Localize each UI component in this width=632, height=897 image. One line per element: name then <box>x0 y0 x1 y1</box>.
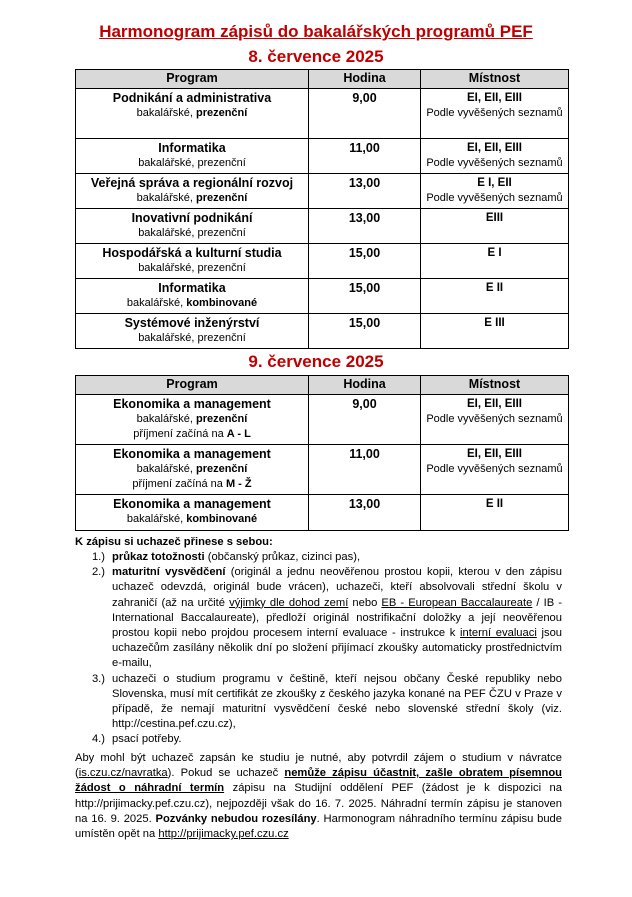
hour-value: 13,00 <box>348 211 381 225</box>
room-value: EI, EII, EIII <box>467 448 522 460</box>
program-cell <box>76 244 309 279</box>
closing-text: Aby mohl být uchazeč zapsán ke studiu je nutné, aby potvrdil zájem o studium v návratce ( <box>75 752 562 780</box>
closing-text: zápisu na Studijní oddělení PEF (žádost je k dispozici na http://prijimacky.pef.czu.cz), nejpozději však do 16. 7. 2025. Náhradní termín zápisu je stanoven na 16. 9. 2025. <box>75 782 562 825</box>
surname-prefix: příjmení začíná na <box>132 478 226 490</box>
header-room: Místnost <box>421 70 569 89</box>
hour-value: 11,00 <box>349 447 380 461</box>
program-type <box>79 412 305 427</box>
study-type: bakalářské, <box>126 513 187 525</box>
item-number: 3.) <box>91 672 105 685</box>
table-row <box>76 89 569 139</box>
item-number: 4.) <box>91 733 105 746</box>
program-name: Podnikání a administrativa <box>112 91 272 105</box>
item-rest: (originál a jednu neověřenou prostou kopii, kterou v den zápisu uchazeč odevzdá, originál bude vrácen), uchazeči, kteří absolvovali střední školu v zahraničí (až na určité <box>112 566 562 609</box>
closing-text: . Harmonogram náhradního termínu zápisu bude umístěn opět na <box>75 812 562 841</box>
program-name: Inovativní podnikání <box>131 211 253 225</box>
header-room: Místnost <box>421 376 569 395</box>
room-value: E I <box>487 247 502 259</box>
room-note: Podle vyvěšených seznamů <box>426 413 563 425</box>
program-cell <box>76 495 309 531</box>
prijimacky-link[interactable]: http://prijimacky.pef.czu.cz <box>158 828 289 841</box>
program-name: Veřejná správa a regionální rozvoj <box>90 176 294 190</box>
room-value: EI, EII, EIII <box>467 398 522 410</box>
table-row <box>76 139 569 174</box>
hour-cell <box>309 139 421 174</box>
item-rest: jsou uchazečům zasílány několik dní po složení přijímací zkoušky automaticky prostřednictvím e-mailu, <box>112 627 563 670</box>
table-row <box>76 445 569 495</box>
program-cell <box>76 445 309 495</box>
room-value: EI, EII, EIII <box>467 92 522 104</box>
program-name: Ekonomika a management <box>113 447 271 461</box>
study-type: bakalářské, <box>136 192 196 204</box>
program-cell <box>76 279 309 314</box>
room-cell <box>421 279 569 314</box>
item-text: uchazeči o studium programu v češtině, kteří nejsou občany České republiky nebo Slovenska, musí mít certifikát ze zkoušky z českého jazyka konané na PEF ČZU v Praze v případě, že nemají maturitní vysvědčení české nebo slovenské střední školy (viz. http://cestina.pef.czu.cz), <box>112 672 562 731</box>
room-cell <box>421 495 569 531</box>
program-cell <box>76 139 309 174</box>
item-rest: / IB - International Baccalaureate), předloží originál nostrifikační doložky a její neověřenou prostou kopii nebo projdou procesem interní evaluace - instrukce k <box>112 596 562 640</box>
hour-cell <box>309 445 421 495</box>
hour-value: 13,00 <box>348 176 381 190</box>
table-row <box>76 174 569 209</box>
program-type: bakalářské, prezenční <box>138 157 246 169</box>
study-form: prezenční <box>195 413 248 425</box>
program-type: bakalářské, prezenční <box>138 262 246 274</box>
surname-range <box>79 427 305 442</box>
program-cell <box>76 395 309 445</box>
table-row <box>76 314 569 349</box>
surname-prefix: příjmení začíná na <box>133 428 227 440</box>
exceptions-link[interactable]: výjimky dle dohod zemí <box>229 596 349 609</box>
table-row <box>76 244 569 279</box>
hour-value: 15,00 <box>348 281 381 295</box>
item-bold: maturitní vysvědčení <box>112 566 226 579</box>
header-hour: Hodina <box>309 70 421 89</box>
room-cell <box>421 445 569 495</box>
program-name: Systémové inženýrství <box>124 316 260 330</box>
program-name: Ekonomika a management <box>113 397 271 411</box>
closing-text: ). Pokud se uchazeč <box>167 767 285 780</box>
table-header-row <box>76 376 569 395</box>
document-title: Harmonogram zápisů do bakalářských programů PEF <box>99 22 533 41</box>
list-item <box>75 550 562 565</box>
study-form: kombinované <box>186 513 258 525</box>
date-heading-1: 8. července 2025 <box>248 47 384 66</box>
table-row <box>76 495 569 531</box>
room-value: E II <box>485 498 504 510</box>
room-cell <box>421 209 569 244</box>
room-value: E II <box>485 282 504 294</box>
item-bold: průkaz totožnosti <box>112 551 205 563</box>
program-name: Hospodářská a kulturní studia <box>102 246 282 260</box>
hour-cell <box>309 209 421 244</box>
hour-value: 13,00 <box>348 497 381 511</box>
closing-paragraph <box>75 751 562 842</box>
study-form: prezenční <box>195 107 248 119</box>
eb-link[interactable]: EB - European Baccalaureate <box>381 596 533 609</box>
hour-cell <box>309 89 421 139</box>
program-cell <box>76 314 309 349</box>
surname-letters: A - L <box>226 428 251 440</box>
navratka-link[interactable]: is.czu.cz/navratka <box>78 767 168 780</box>
study-type: bakalářské, <box>126 297 187 309</box>
program-type <box>79 462 305 477</box>
study-form: prezenční <box>195 192 248 204</box>
room-cell <box>421 174 569 209</box>
header-program: Program <box>76 70 309 89</box>
program-name: Informatika <box>158 141 226 155</box>
hour-cell <box>309 244 421 279</box>
hour-cell <box>309 395 421 445</box>
table-row <box>76 279 569 314</box>
surname-letters: M - Ž <box>225 478 252 490</box>
hour-cell <box>309 314 421 349</box>
room-value: E III <box>484 317 505 329</box>
item-text <box>112 565 562 671</box>
room-note: Podle vyvěšených seznamů <box>426 463 563 475</box>
study-form: kombinované <box>186 297 258 309</box>
date-heading-2: 9. července 2025 <box>248 352 384 371</box>
room-value: E I, EII <box>477 177 512 189</box>
room-cell <box>421 314 569 349</box>
room-value: EIII <box>485 212 504 224</box>
room-cell <box>421 395 569 445</box>
hour-cell <box>309 279 421 314</box>
closing-emphasis: Pozvánky nebudou rozesílány <box>155 812 317 825</box>
room-value: EI, EII, EIII <box>467 142 522 154</box>
item-text: psací potřeby. <box>112 733 182 746</box>
surname-range <box>79 477 305 492</box>
list-item <box>75 565 562 671</box>
instructions-heading: K zápisu si uchazeč přinese s sebou: <box>75 536 273 548</box>
table-header-row <box>76 70 569 89</box>
item-text <box>112 550 562 565</box>
study-type: bakalářské, <box>136 413 196 425</box>
table-row <box>76 395 569 445</box>
hour-value: 15,00 <box>348 316 381 330</box>
study-type: bakalářské, <box>136 463 196 475</box>
header-program: Program <box>76 376 309 395</box>
program-type <box>79 191 305 206</box>
internal-evaluation-link[interactable]: interní evaluaci <box>460 627 537 640</box>
table-row <box>76 209 569 244</box>
room-cell <box>421 244 569 279</box>
program-type <box>79 296 305 311</box>
program-cell <box>76 209 309 244</box>
item-number: 1.) <box>91 551 105 563</box>
study-type: bakalářské, <box>136 107 196 119</box>
hour-value: 15,00 <box>348 246 381 260</box>
program-cell <box>76 174 309 209</box>
study-form: prezenční <box>195 463 248 475</box>
room-note: Podle vyvěšených seznamů <box>426 192 563 204</box>
hour-cell <box>309 174 421 209</box>
hour-cell <box>309 495 421 531</box>
program-type <box>79 512 305 527</box>
schedule-table-day2 <box>75 375 569 531</box>
item-number: 2.) <box>91 566 105 579</box>
hour-value: 9,00 <box>352 91 377 105</box>
room-cell <box>421 139 569 174</box>
program-type: bakalářské, prezenční <box>138 332 246 344</box>
item-rest: (občanský průkaz, cizinci pas), <box>204 551 361 563</box>
program-type <box>79 106 305 121</box>
list-item <box>75 732 562 747</box>
hour-value: 9,00 <box>352 397 377 411</box>
program-name: Ekonomika a management <box>113 497 271 511</box>
room-cell <box>421 89 569 139</box>
program-type: bakalářské, prezenční <box>138 227 246 239</box>
list-item <box>75 672 562 733</box>
room-note: Podle vyvěšených seznamů <box>426 107 563 119</box>
room-note: Podle vyvěšených seznamů <box>426 157 563 169</box>
item-rest: nebo <box>348 596 382 609</box>
instructions-list <box>75 550 562 748</box>
header-hour: Hodina <box>309 376 421 395</box>
schedule-table-day1 <box>75 69 569 349</box>
closing-emphasis: nemůže zápisu účastnit, zašle obratem písemnou žádost o náhradní termín <box>75 767 562 795</box>
program-cell <box>76 89 309 139</box>
hour-value: 11,00 <box>349 141 380 155</box>
program-name: Informatika <box>158 281 226 295</box>
